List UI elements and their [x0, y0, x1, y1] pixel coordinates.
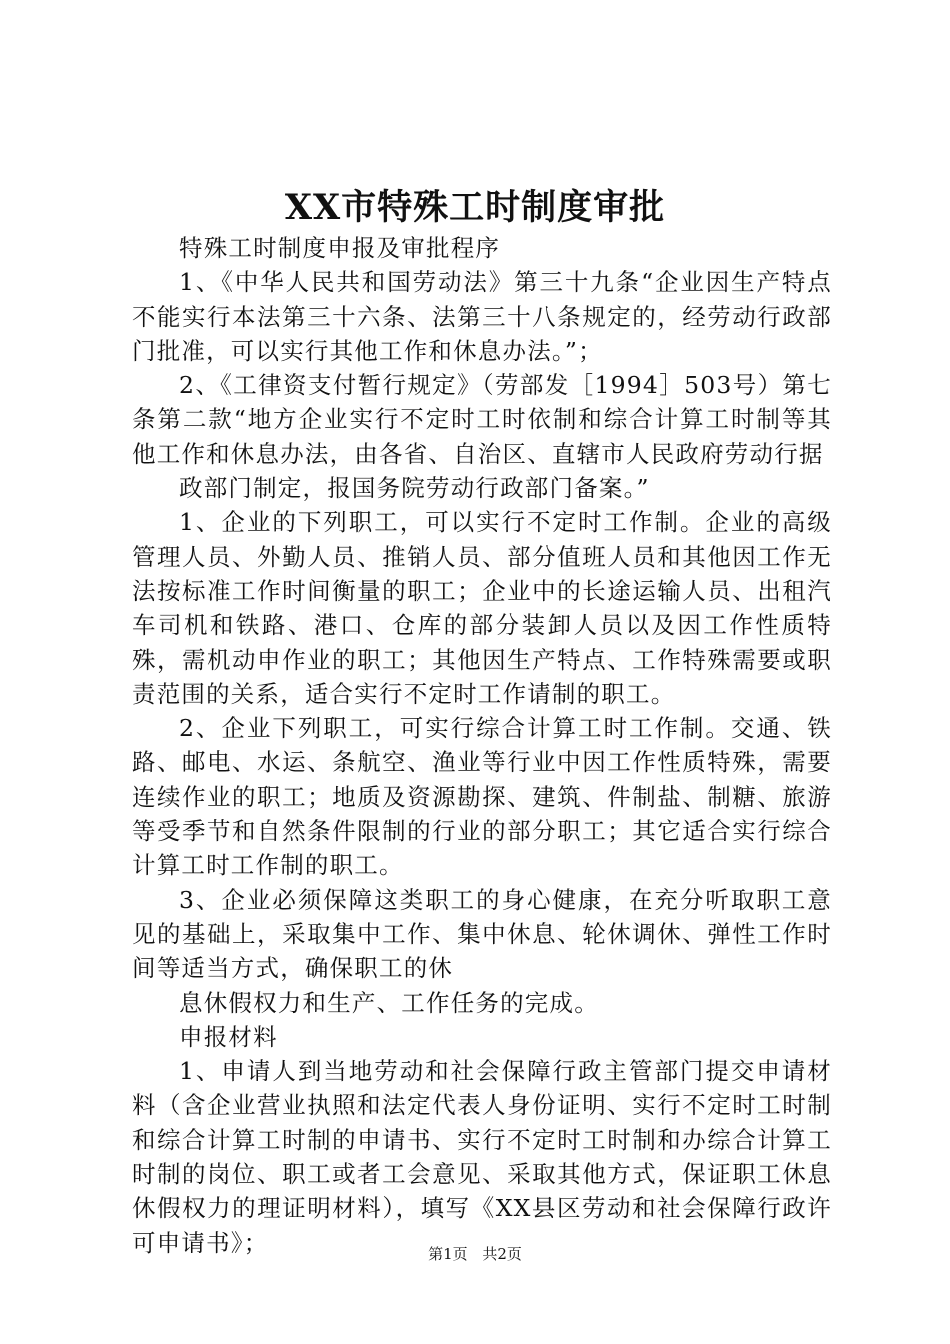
document-body [132, 231, 832, 1260]
paragraph-employee-health: 3、企业必须保障这类职工的身心健康，在充分听取职工意见的基础上，采取集中工作、集中休息、轮休调休、弹性工作时间等适当方式，确保职工的休 [132, 885, 832, 983]
paragraph-employee-health-cont: 息休假权力和生产、工作任务的完成。 [179, 988, 599, 1017]
paragraph-materials-heading: 申报材料 [179, 1022, 278, 1051]
page-total: 共2页 [482, 1245, 522, 1263]
page-footer [0, 1243, 950, 1265]
document-title: XX市特殊工时制度审批 [284, 187, 666, 228]
paragraph-wage-regulation: 2、《工律资支付暂行规定》（劳部发［1994］503号）第七条第二款“地方企业实行不定时工时依制和综合计算工时制等其他工作和休息办法，由各省、自治区、直辖市人民政府劳动行据 [132, 371, 832, 468]
paragraph-labor-law: 1、《中华人民共和国劳动法》第三十九条“企业因生产特点不能实行本法第三十六条、法第三十八条规定的，经劳动行政部门批准，可以实行其他工作和休息办法。”； [132, 268, 832, 365]
paragraph-application-materials: 1、申请人到当地劳动和社会保障行政主管部门提交申请材料（含企业营业执照和法定代表人身份证明、实行不定时工时制和综合计算工时制的申请书、实行不定时工时制和办综合计算工时制的岗位、职工或者工会意见、采取其他方式，保证职工休息休假权力的理证明材料），填写《XX县区劳动和社会保障行政许可申请书》； [132, 1057, 832, 1257]
paragraph-comprehensive-hours: 2、企业下列职工，可实行综合计算工时工作制。交通、铁路、邮电、水运、条航空、渔业等行业中因工作性质特殊，需要连续作业的职工；地质及资源勘探、建筑、件制盐、制糖、旅游等受季节和自然条件限制的行业的部分职工；其它适合实行综合计算工时工作制的职工。 [132, 714, 832, 880]
paragraph-wage-regulation-cont: 政部门制定，报国务院劳动行政部门备案。” [179, 474, 650, 503]
paragraph-flexible-hours: 1、企业的下列职工，可以实行不定时工作制。企业的高级管理人员、外勤人员、推销人员、部分值班人员和其他因工作无法按标准工作时间衡量的职工；企业中的长途运输人员、出租汽车司机和铁路、港口、仓库的部分装卸人员以及因工作性质特殊，需机动申作业的职工；其他因生产特点、工作特殊需要或职责范围的关系，适合实行不定时工作请制的职工。 [132, 508, 832, 708]
page-number: 第1页 [428, 1245, 468, 1263]
paragraph-section-heading: 特殊工时制度申报及审批程序 [179, 234, 501, 262]
